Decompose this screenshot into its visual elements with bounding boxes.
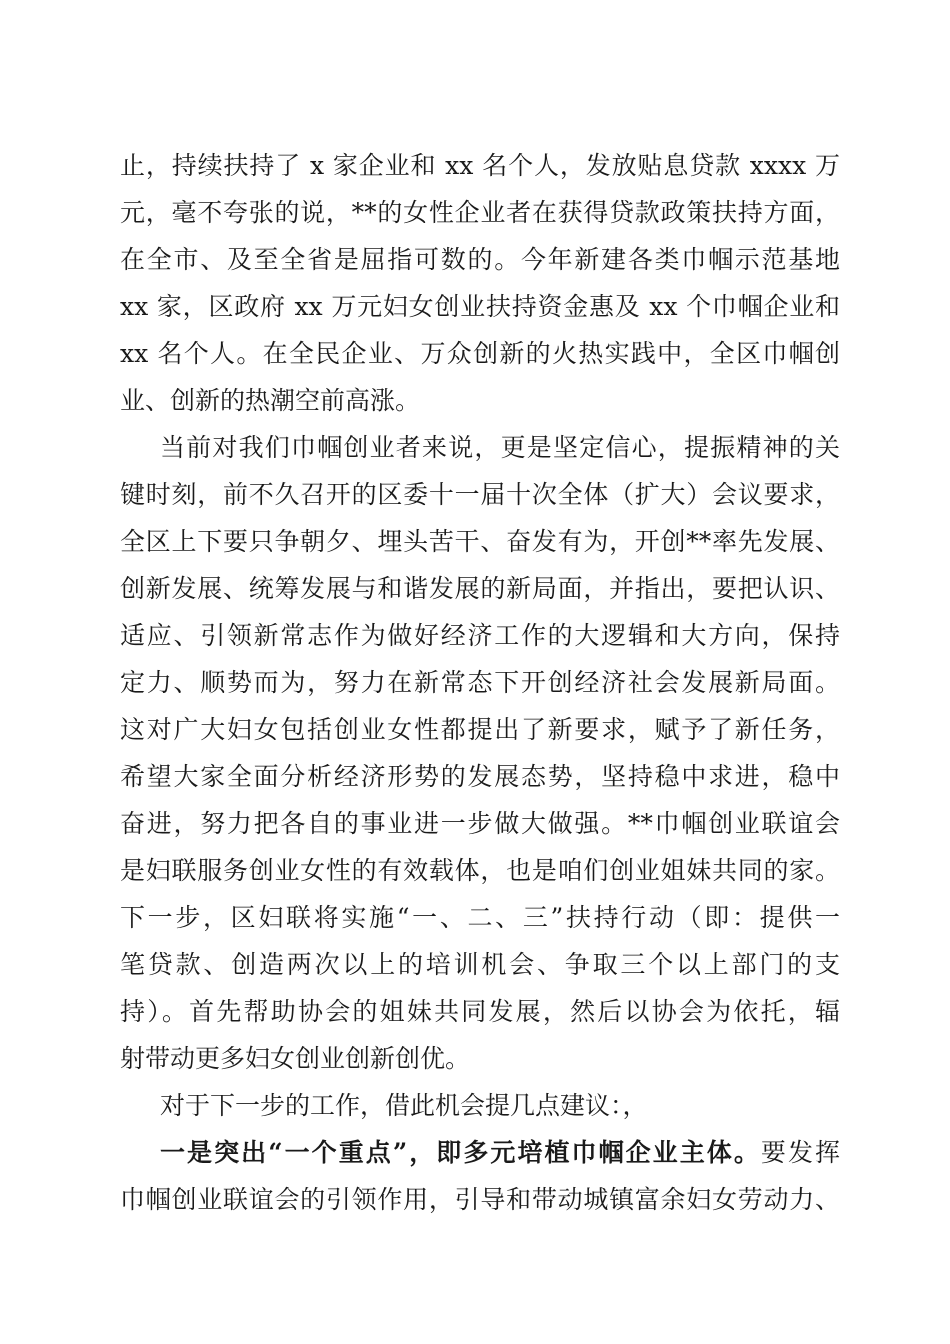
bold-heading-text: 一是突出“一个重点”，即多元培植巾帼企业主体。 bbox=[160, 1138, 761, 1167]
text-line bbox=[120, 1129, 840, 1176]
text-line: 创新发展、统筹发展与和谐发展的新局面，并指出，要把认识、 bbox=[120, 574, 840, 603]
text-line: xx 名个人。在全民企业、万众创新的火热实践中，全区巾帼创 bbox=[120, 339, 840, 368]
text-line: 射带动更多妇女创业创新创优。 bbox=[120, 1044, 471, 1073]
text-line: 适应、引领新常志作为做好经济工作的大逻辑和大方向，保持 bbox=[120, 621, 840, 650]
text-line: 定力、顺势而为，努力在新常态下开创经济社会发展新局面。 bbox=[120, 668, 840, 697]
text-line: 笔贷款、创造两次以上的培训机会、争取三个以上部门的支 bbox=[120, 950, 840, 979]
text-line: 键时刻，前不久召开的区委十一届十次全体（扩大）会议要求， bbox=[120, 480, 840, 509]
text-line: 希望大家全面分析经济形势的发展态势，坚持稳中求进，稳中 bbox=[120, 762, 840, 791]
text-line: xx 家，区政府 xx 万元妇女创业扶持资金惠及 xx 个巾帼企业和 bbox=[120, 292, 840, 321]
text-line: 止，持续扶持了 x 家企业和 xx 名个人，发放贴息贷款 xxxx 万 bbox=[120, 151, 840, 180]
text-line: 持）。首先帮助协会的姐妹共同发展，然后以协会为依托，辐 bbox=[120, 997, 840, 1026]
text-line: 在全市、及至全省是屈指可数的。今年新建各类巾帼示范基地 bbox=[120, 245, 840, 274]
text-line: 元，毫不夸张的说，**的女性企业者在获得贷款政策扶持方面， bbox=[120, 198, 840, 227]
document-body bbox=[120, 142, 840, 1223]
text-line: 下一步，区妇联将实施“一、二、三”扶持行动（即：提供一 bbox=[120, 903, 840, 932]
text-line: 全区上下要只争朝夕、埋头苦干、奋发有为，开创**率先发展、 bbox=[120, 527, 840, 556]
text-run: 要发挥 bbox=[760, 1138, 840, 1167]
text-line: 巾帼创业联谊会的引领作用，引导和带动城镇富余妇女劳动力、 bbox=[120, 1185, 840, 1214]
text-line: 对于下一步的工作，借此机会提几点建议：， bbox=[160, 1091, 648, 1120]
text-line: 业、创新的热潮空前高涨。 bbox=[120, 386, 421, 415]
text-line: 是妇联服务创业女性的有效载体，也是咱们创业姐妹共同的家。 bbox=[120, 856, 840, 885]
text-line: 当前对我们巾帼创业者来说，更是坚定信心，提振精神的关 bbox=[160, 433, 840, 462]
text-line: 奋进，努力把各自的事业进一步做大做强。**巾帼创业联谊会 bbox=[120, 809, 840, 838]
text-line: 这对广大妇女包括创业女性都提出了新要求，赋予了新任务， bbox=[120, 715, 840, 744]
